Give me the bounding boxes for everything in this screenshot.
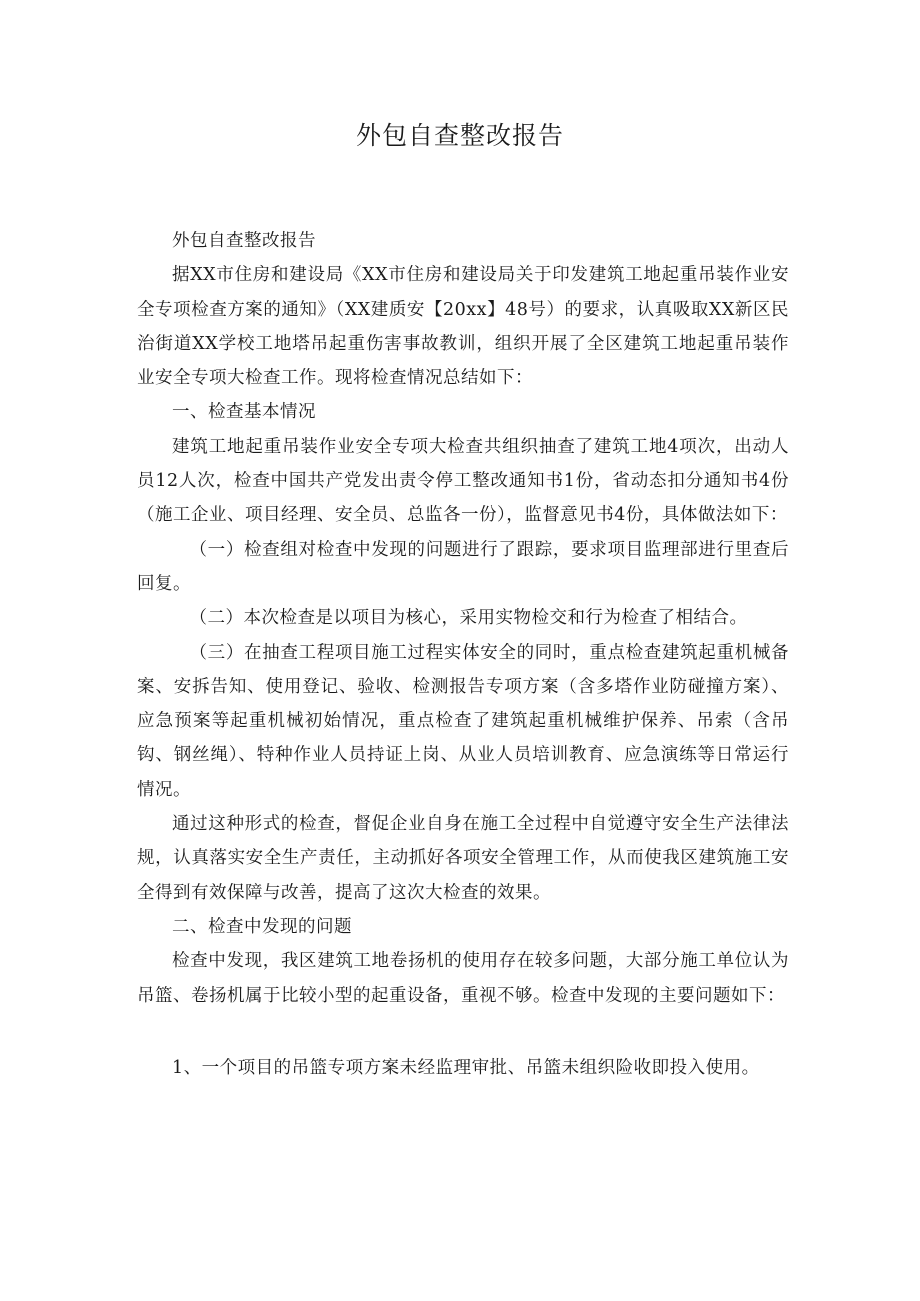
section-heading-1: 一、检查基本情况 [172,402,316,423]
paragraph-item-1: （一）检查组对检查中发现的问题进行了跟踪，要求项目监理部进行里查后回复。 [137,539,789,594]
paragraph-item-2: （二）本次检查是以项目为核心，采用实物检交和行为检查了相结合。 [189,608,748,629]
intro-paragraph: 据XX市住房和建设局《XX市住房和建设局关于印发建筑工地起重吊装作业安全专项检查方案的通知》（XX建质安【20xx】48号）的要求，认真吸取XX新区民治街道XX学校工地塔吊起重伤害事故教训，组织开展了全区建筑工地起重吊装作业安全专项大检查工作。现将检查情况总结如下： [137,265,789,389]
paragraph-gap [137,1013,789,1051]
paragraph-inspection-summary: 建筑工地起重吊装作业安全专项大检查共组织抽查了建筑工地4项次，出动人员12人次，检查中国共产党发出责令停工整改通知书1份，省动态扣分通知书4份（施工企业、项目经理、安全员、总监各一份），监督意见书4份，具体做法如下： [137,436,789,526]
section-heading-2: 二、检查中发现的问题 [172,916,352,937]
problem-item-1: 1、一个项目的吊篮专项方案未经监理审批、吊篮未组织险收即投入使用。 [172,1057,760,1078]
document-body [137,224,789,1085]
paragraph-effect: 通过这种形式的检查，督促企业自身在施工全过程中自觉遵守安全生产法律法规，认真落实安全生产责任，主动抓好各项安全管理工作，从而使我区建筑施工安全得到有效保障与改善，提高了这次大检查的效果。 [137,814,789,903]
body-subtitle: 外包自查整改报告 [172,231,316,251]
paragraph-item-3: （三）在抽查工程项目施工过程实体安全的同时，重点检查建筑起重机械备案、安拆告知、使用登记、验收、检测报告专项方案（含多塔作业防碰撞方案）、应急预案等起重机械初始情况，重点检查了建筑起重机械维护保养、吊索（含吊钩、钢丝绳）、特种作业人员持证上岗、从业人员培训教育、应急演练等日常运行情况。 [137,642,789,800]
paragraph-problems: 检查中发现，我区建筑工地卷扬机的使用存在较多问题，大部分施工单位认为吊篮、卷扬机属于比较小型的起重设备，重视不够。检查中发现的主要问题如下： [137,951,789,1006]
document-title: 外包自查整改报告 [355,121,564,150]
